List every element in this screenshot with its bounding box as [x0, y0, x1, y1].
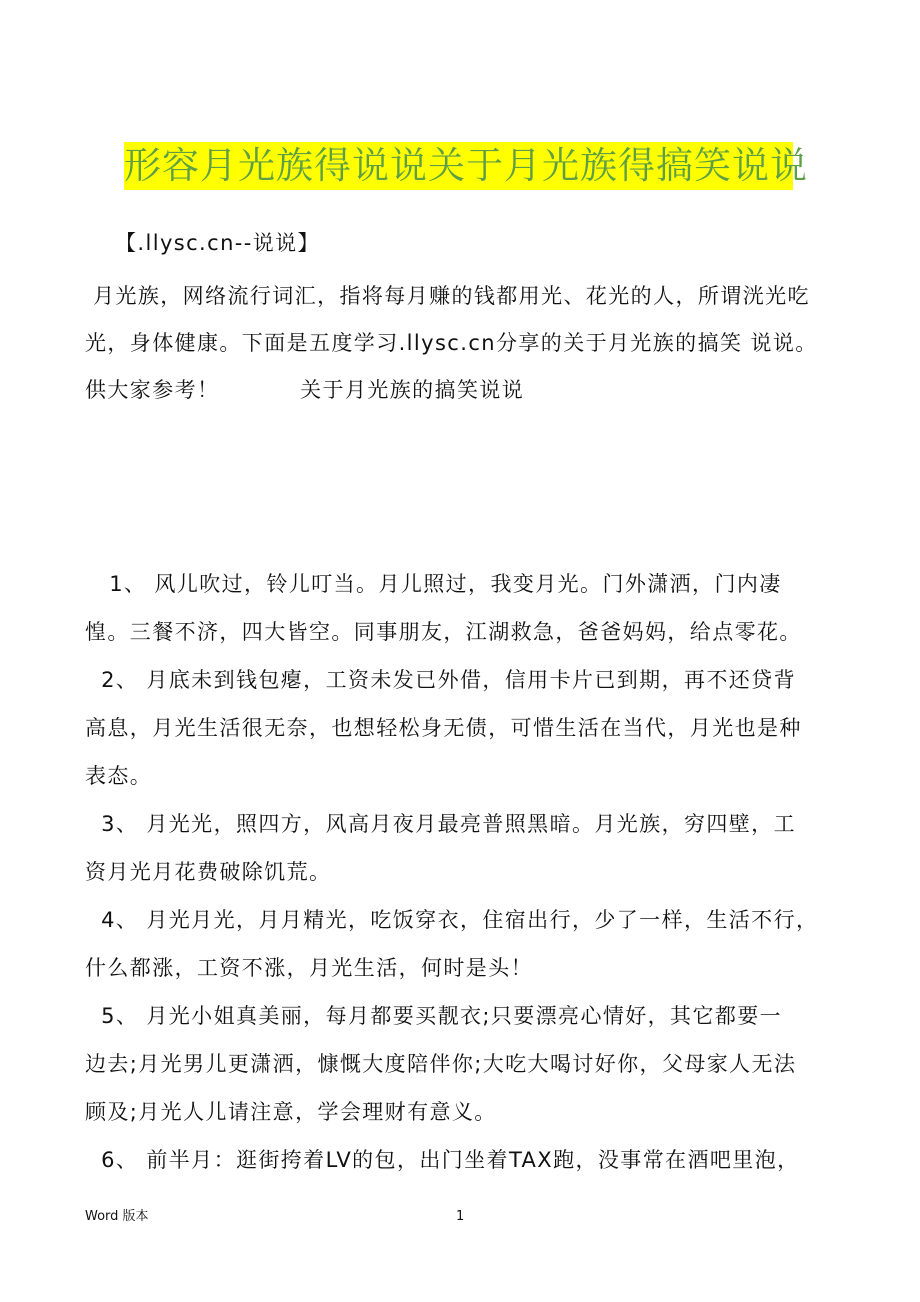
list-item-line: 4、 月光月光，月月精光，吃饭穿衣，住宿出行，少了一样，生活不行，: [85, 908, 819, 932]
list-item-line: 什么都涨，工资不涨，月光生活，何时是头！: [85, 956, 533, 980]
list-item-line: 顾及;月光人儿请注意，学会理财有意义。: [85, 1100, 497, 1124]
list-item-line: 资月光月花费破除饥荒。: [85, 860, 332, 884]
list-item-line: 3、 月光光，照四方，风高月夜月最亮普照黑暗。月光族，穷四壁，工: [85, 812, 796, 836]
page-number: 1: [456, 1209, 465, 1224]
intro-line: 月光族，网络流行词汇，指将每月赚的钱都用光、花光的人，所谓洸光吃: [85, 284, 810, 308]
list-item-line: 6、 前半月：逛街挎着LV的包，出门坐着TAX跑，没事常在酒吧里泡，: [85, 1148, 800, 1172]
list-item-line: 5、 月光小姐真美丽，每月都要买靓衣;只要漂亮心情好，其它都要一: [85, 1004, 783, 1028]
list-item-line: 边去;月光男儿更潇洒，慷慨大度陪伴你;大吃大喝讨好你，父母家人无法: [85, 1052, 797, 1076]
intro-line: 供大家参考！ 关于月光族的搞笑说说: [85, 378, 525, 402]
document-title: 形容月光族得说说关于月光族得搞笑说说: [124, 142, 793, 190]
list-item-line: 惶。三餐不济，四大皆空。同事朋友，江湖救急，爸爸妈妈，给点零花。: [85, 620, 802, 644]
list-item-line: 2、 月底未到钱包瘪，工资未发已外借，信用卡片已到期，再不还贷背: [85, 668, 796, 692]
list-item-line: 高息，月光生活很无奈，也想轻松身无债，可惜生活在当代，月光也是种: [85, 716, 802, 740]
footer-label: Word 版本: [85, 1209, 149, 1224]
list-item-line: 表态。: [85, 764, 153, 788]
intro-line: 光，身体健康。下面是五度学习.llysc.cn分享的关于月光族的搞笑 说说。: [85, 331, 818, 355]
source-tag: 【.llysc.cn--说说】: [115, 231, 320, 255]
list-item-line: 1、 风儿吹过，铃儿叮当。月儿照过，我变月光。门外潇洒，门内凄: [85, 572, 782, 596]
